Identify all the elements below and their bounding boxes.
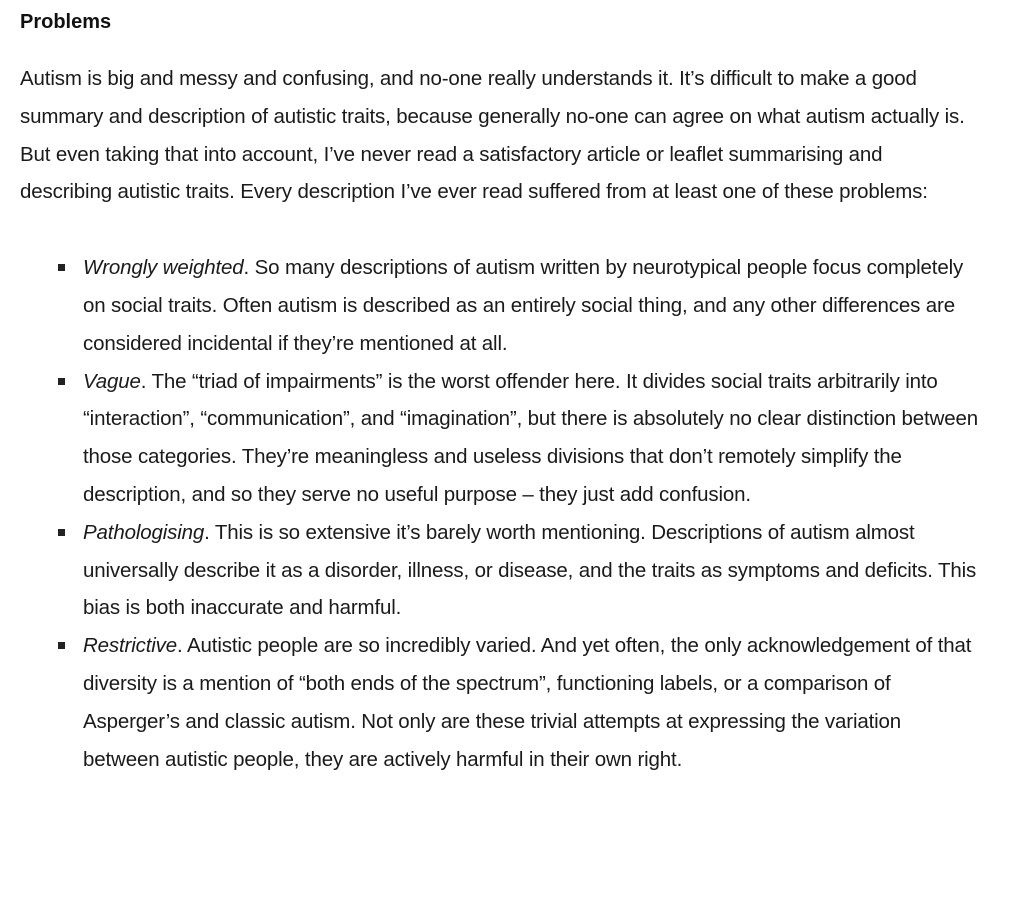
intro-paragraph: Autism is big and messy and confusing, and no-one really understands it. It’s difficult to make a good summary and description of autistic traits, because generally no-one can agree on what autism actually is. But even taking that into account, I’ve never read a satisfactory article or leaflet summarising and describing autistic traits. Every description I’ve ever read suffered from at least one of these problems: bbox=[20, 67, 965, 204]
problem-item-vague bbox=[83, 363, 983, 514]
problem-item-restrictive bbox=[83, 627, 983, 778]
square-bullet-icon bbox=[58, 642, 65, 649]
problem-list bbox=[20, 249, 980, 778]
problem-description: . So many descriptions of autism written by neurotypical people focus completely on social traits. Often autism is described as an entirely social thing, and any other differences are considered incidental if they’re mentioned at all. bbox=[83, 256, 964, 355]
square-bullet-icon bbox=[58, 378, 65, 385]
problem-description: . Autistic people are so incredibly varied. And yet often, the only acknowledgement of that diversity is a mention of “both ends of the spectrum”, functioning labels, or a comparison of Asperger’s and classic autism. Not only are these trivial attempts at expressing the variation between autistic people, they are actively harmful in their own right. bbox=[83, 634, 972, 771]
section-heading: Problems bbox=[20, 11, 112, 33]
problem-item-wrongly-weighted bbox=[83, 249, 983, 362]
problem-term: Wrongly weighted bbox=[83, 256, 244, 280]
problem-term: Pathologising bbox=[83, 520, 205, 544]
square-bullet-icon bbox=[58, 264, 65, 271]
problem-term: Vague bbox=[83, 369, 141, 393]
problem-description: . The “triad of impairments” is the worst offender here. It divides social traits arbitrarily into “interaction”, “communication”, and “imagination”, but there is absolutely no clear distinction between those categories. They’re meaningless and useless divisions that don’t remotely simplify the description, and so they serve no useful purpose – they just add confusion. bbox=[83, 369, 978, 506]
problem-term: Restrictive bbox=[83, 634, 178, 658]
square-bullet-icon bbox=[58, 529, 65, 536]
problem-description: . This is so extensive it’s barely worth mentioning. Descriptions of autism almost universally describe it as a disorder, illness, or disease, and the traits as symptoms and deficits. This bias is both inaccurate and harmful. bbox=[83, 520, 977, 620]
problem-item-pathologising bbox=[83, 514, 983, 627]
